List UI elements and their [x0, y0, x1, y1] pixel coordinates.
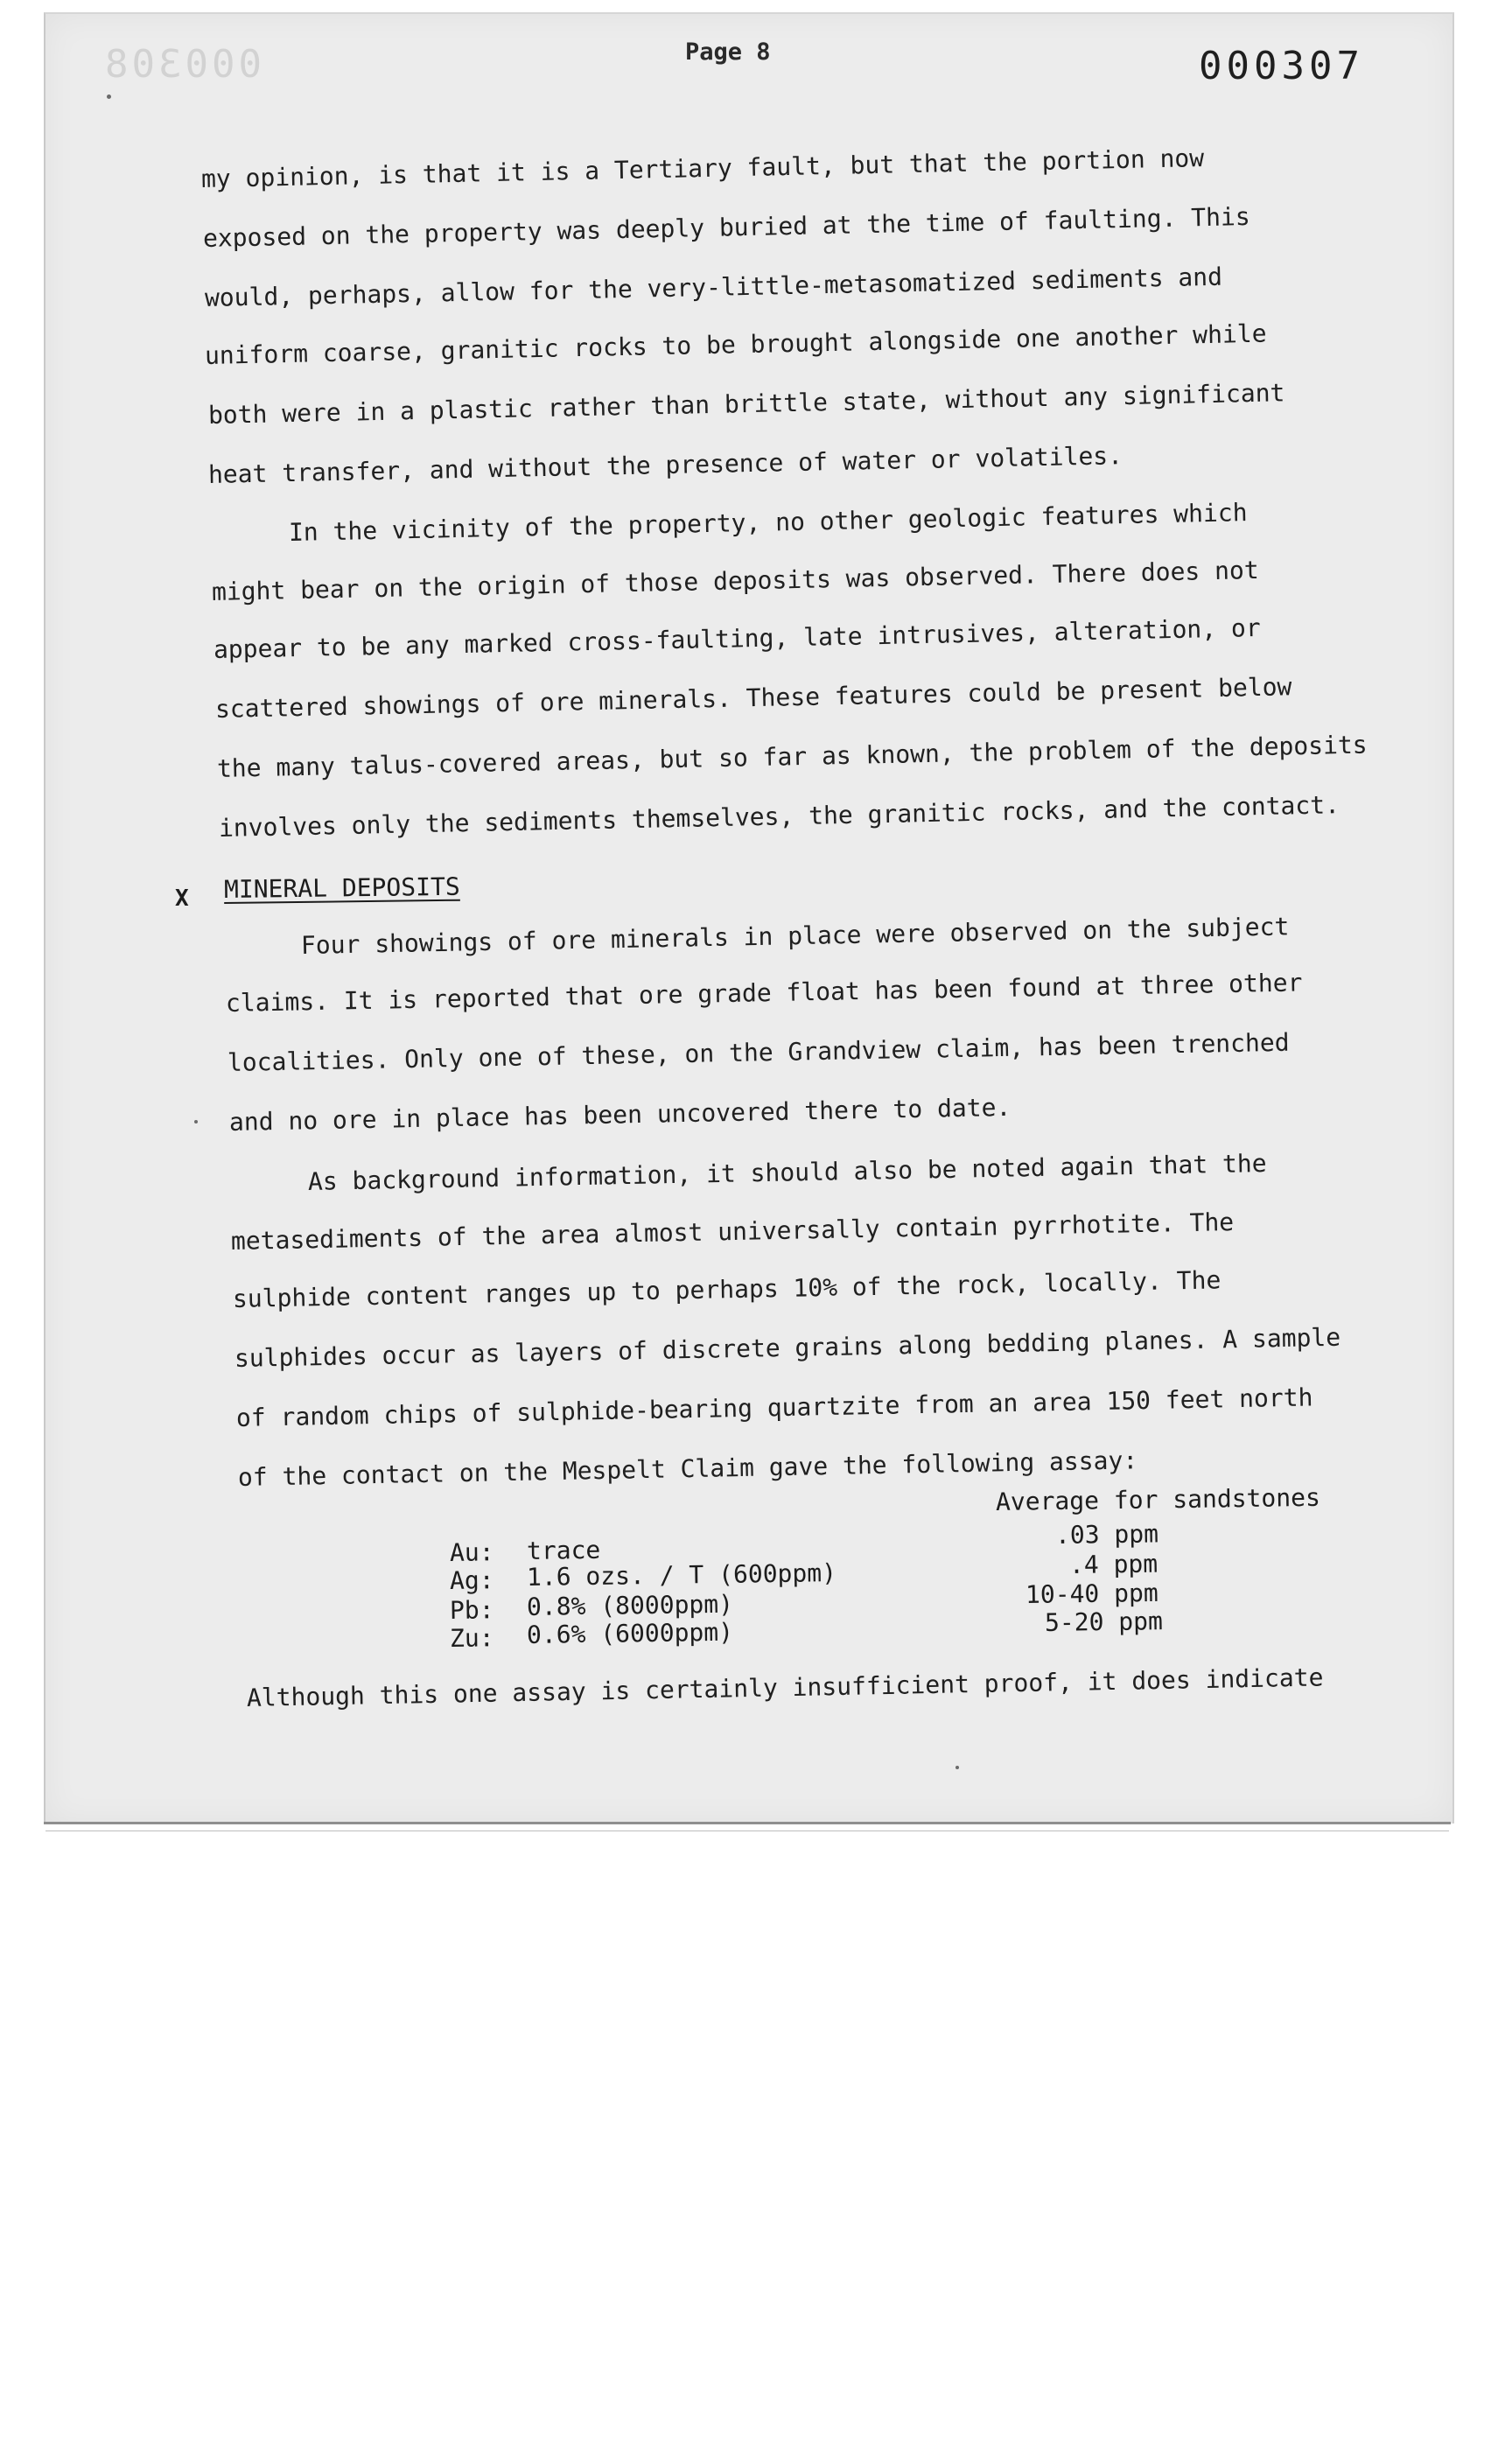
assay-value: trace: [526, 1535, 601, 1565]
section-heading: MINERAL DEPOSITS: [223, 872, 460, 904]
document-number: 000307: [1199, 44, 1364, 88]
body-line: would, perhaps, allow for the very-little-metasomatized sediments and: [204, 262, 1223, 312]
body-line: claims. It is reported that ore grade float has been found at three other: [225, 968, 1303, 1018]
body-line: of the contact on the Mespelt Claim gave the following assay:: [237, 1446, 1138, 1492]
body-line: metasediments of the area almost universally contain pyrrhotite. The: [230, 1207, 1235, 1256]
body-line: appear to be any marked cross-faulting, late intrusives, alteration, or: [213, 612, 1261, 664]
body-line: sulphides occur as layers of discrete grains along bedding planes. A sample: [234, 1322, 1341, 1373]
body-line: scattered showings of ore minerals. These features could be present below: [214, 672, 1292, 724]
assay-value: 0.6% (6000ppm): [526, 1617, 734, 1649]
body-line: of random chips of sulphide-bearing quartzite from an area 150 feet north: [235, 1382, 1313, 1432]
scan-speck: [194, 1120, 198, 1124]
section-marker: X: [175, 886, 189, 912]
assay-value: 0.8% (8000ppm): [526, 1589, 734, 1621]
scan-speck: [956, 1766, 959, 1769]
body-line: Four showings of ore minerals in place were observed on the subject: [300, 912, 1290, 960]
body-line: heat transfer, and without the presence of water or volatiles.: [207, 441, 1124, 489]
body-line: exposed on the property was deeply buried at the time of faulting. This: [202, 201, 1250, 253]
body-line: and no ore in place has been uncovered there to date.: [228, 1092, 1012, 1137]
body-line: Although this one assay is certainly insufficient proof, it does indicate: [246, 1662, 1324, 1712]
page-bottom-edge-shadow: [46, 1830, 1449, 1831]
body-line: As background information, it should also be noted again that the: [307, 1148, 1267, 1196]
body-line: involves only the sediments themselves, the granitic rocks, and the contact.: [218, 790, 1340, 843]
body-line: both were in a plastic rather than brittle state, without any significant: [207, 378, 1285, 430]
body-line: In the vicinity of the property, no other geologic features which: [288, 498, 1248, 547]
assay-average-value: 5-20 ppm: [1044, 1606, 1164, 1637]
body-line: sulphide content ranges up to perhaps 10% of the rock, locally. The: [232, 1265, 1222, 1313]
assay-average-header: Average for sandstones: [995, 1482, 1321, 1516]
page-bottom-edge: [44, 1822, 1451, 1824]
assay-average-value: .4 ppm: [1068, 1549, 1158, 1579]
assay-element: Ag:: [449, 1565, 494, 1595]
bleed-through-number: 000308: [102, 42, 262, 87]
assay-value: 1.6 ozs. / T (600ppm): [526, 1558, 837, 1592]
body-line: the many talus-covered areas, but so far as known, the problem of the deposits: [216, 730, 1368, 783]
body-line: uniform coarse, granitic rocks to be brought alongside one another while: [204, 318, 1267, 370]
page-label: Page 8: [685, 38, 771, 66]
assay-element: Au:: [449, 1537, 494, 1567]
assay-element: Zu:: [449, 1623, 494, 1653]
assay-element: Pb:: [449, 1595, 494, 1625]
assay-average-value: 10-40 ppm: [1025, 1578, 1158, 1609]
body-line: my opinion, is that it is a Tertiary fault, but that the portion now: [200, 143, 1205, 193]
body-line: might bear on the origin of those deposits was observed. There does not: [211, 555, 1259, 606]
body-line: localities. Only one of these, on the Grandview claim, has been trenched: [227, 1027, 1290, 1077]
assay-average-value: .03 ppm: [1054, 1519, 1159, 1550]
scan-speck: [107, 94, 111, 99]
